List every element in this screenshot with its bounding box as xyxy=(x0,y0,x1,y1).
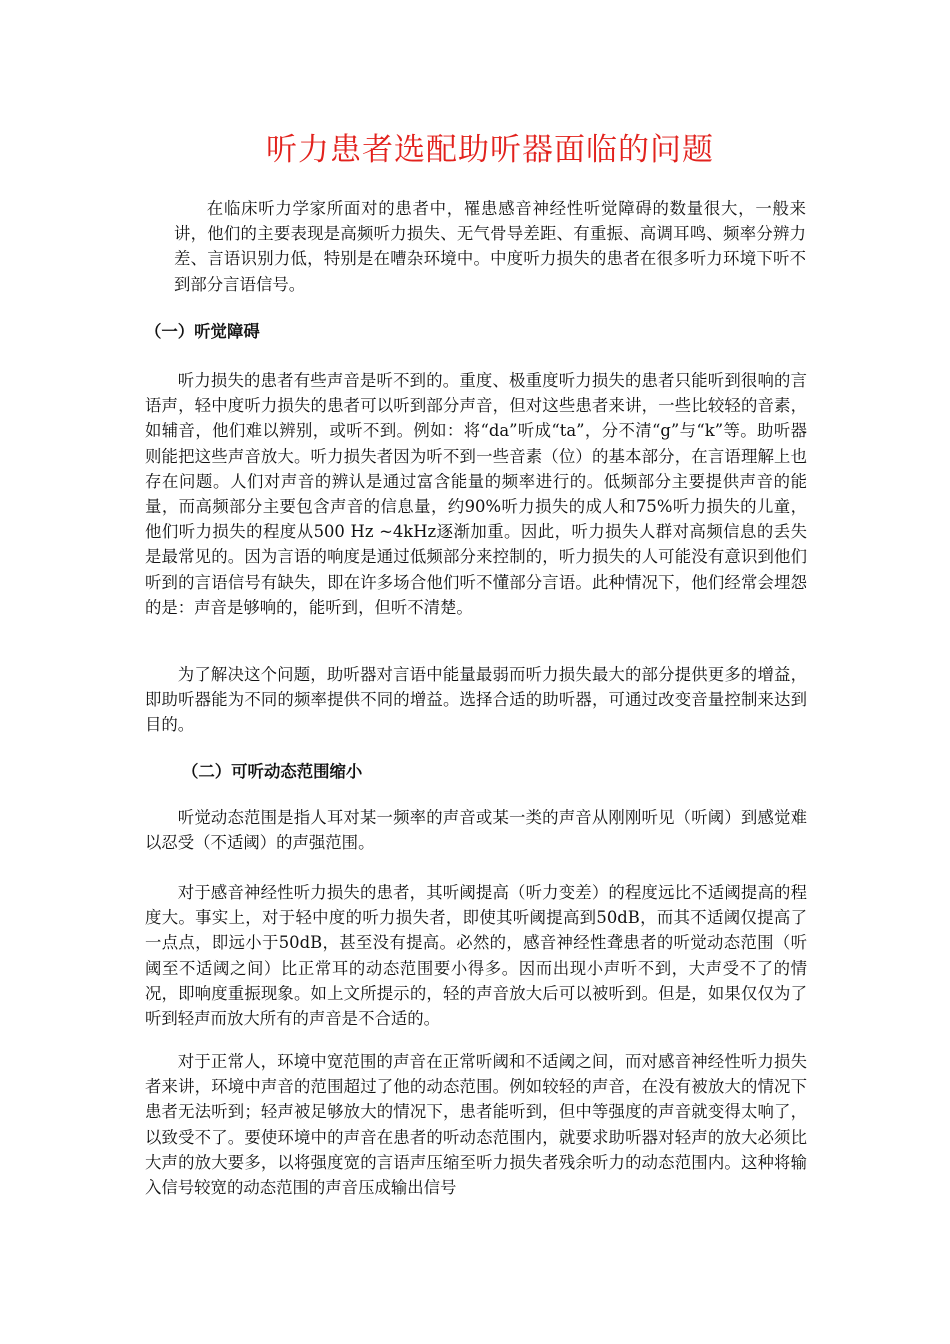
section1-paragraph-1: 听力损失的患者有些声音是听不到的。重度、极重度听力损失的患者只能听到很响的言语声，轻中度听力损失的患者可以听到部分声音，但对这些患者来讲，一些比较轻的音素，如辅音，他们难以辨别，或听不到。例如：将“da”听成“ta”，分不清“g”与“k”等。助听器则能把这些声音放大。听力损失者因为听不到一些音素（位）的基本部分，在言语理解上也存在问题。人们对声音的辨认是通过富含能量的频率进行的。低频部分主要提供声音的能量，而高频部分主要包含声音的信息量，约90%听力损失的成人和75%听力损失的儿童，他们听力损失的程度从500 Hz ~4kHz逐渐加重。因此，听力损失人群对高频信息的丢失是最常见的。因为言语的响度是通过低频部分来控制的，听力损失的人可能没有意识到他们听到的言语信号有缺失，即在许多场合他们听不懂部分言语。此种情况下，他们经常会埋怨的是：声音是够响的，能听到，但听不清楚。 xyxy=(145,371,807,617)
section2-paragraph-1: 听觉动态范围是指人耳对某一频率的声音或某一类的声音从刚刚听见（听阈）到感觉难以忍受（不适阈）的声强范围。 xyxy=(145,808,807,853)
section2-paragraph-2: 对于感音神经性听力损失的患者，其听阈提高（听力变差）的程度远比不适阈提高的程度大。事实上，对于轻中度的听力损失者，即使其听阈提高到50dB，而其不适阈仅提高了一点点，即远小于50dB，甚至没有提高。必然的，感音神经性聋患者的听觉动态范围（听阈至不适阈之间）比正常耳的动态范围要小得多。因而出现小声听不到，大声受不了的情况，即响度重振现象。如上文所提示的，轻的声音放大后可以被听到。但是，如果仅仅为了听到轻声而放大所有的声音是不合适的。 xyxy=(145,883,807,1029)
intro-paragraph: 在临床听力学家所面对的患者中，罹患感音神经性听觉障碍的数量很大，一般来讲，他们的主要表现是高频听力损失、无气骨导差距、有重振、高调耳鸣、频率分辨力差、言语识别力低，特别是在嘈杂环境中。中度听力损失的患者在很多听力环境下听不到部分言语信号。 xyxy=(174,199,806,294)
section-heading-dynamic-range: （二）可听动态范围缩小 xyxy=(182,762,363,781)
section1-paragraph-2: 为了解决这个问题，助听器对言语中能量最弱而听力损失最大的部分提供更多的增益，即助听器能为不同的频率提供不同的增益。选择合适的助听器，可通过改变音量控制来达到目的。 xyxy=(145,665,807,735)
section2-paragraph-3: 对于正常人，环境中宽范围的声音在正常听阈和不适阈之间，而对感音神经性听力损失者来讲，环境中声音的范围超过了他的动态范围。例如较轻的声音，在没有被放大的情况下患者无法听到；轻声被足够放大的情况下，患者能听到，但中等强度的声音就变得太响了，以致受不了。要使环境中的声音在患者的听动态范围内，就要求助听器对轻声的放大必须比大声的放大要多，以将强度宽的言语声压缩至听力损失者残余听力的动态范围内。这种将输入信号较宽的动态范围的声音压成输出信号 xyxy=(145,1052,807,1198)
section-heading-hearing-impairment: （一）听觉障碍 xyxy=(145,322,260,341)
page-title: 听力患者选配助听器面临的问题 xyxy=(266,132,714,168)
